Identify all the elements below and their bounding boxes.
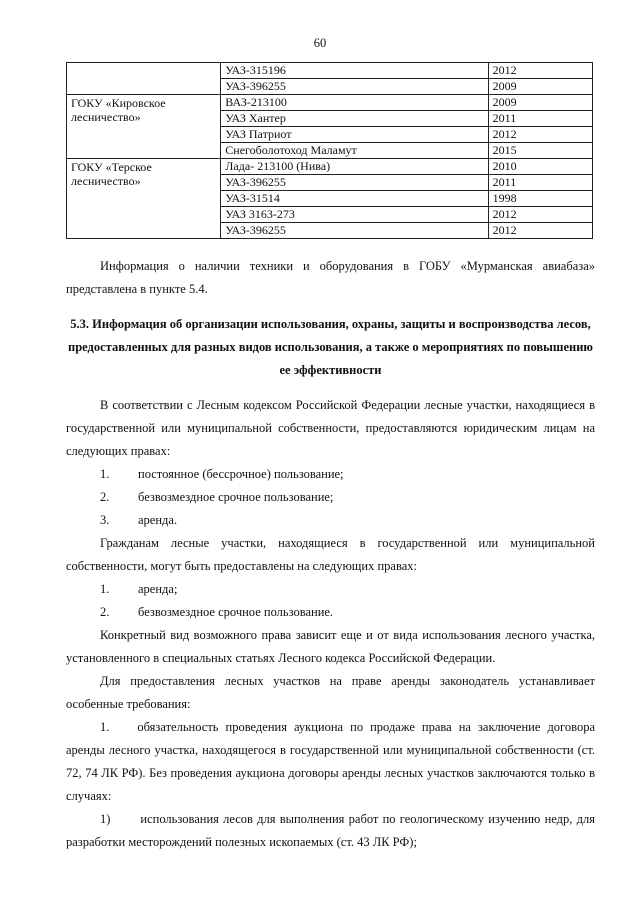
year-cell: 2009 [488,95,592,111]
org-cell: ГОКУ «Кировское лесничество» [67,95,221,159]
table-row [67,95,593,111]
year-cell: 2012 [488,63,592,79]
model-cell: УАЗ-396255 [221,223,488,239]
section-heading: 5.3. Информация об организации использования, охраны, защиты и воспроизводства лесов, предоставленных для разных видов использования, а также о мероприятиях по повышению ее эффективности [68,317,593,377]
model-cell: ВАЗ-213100 [221,95,488,111]
model-cell: УАЗ-396255 [221,175,488,191]
model-cell: УАЗ-396255 [221,79,488,95]
table-row [67,159,593,175]
model-cell: УАЗ Хантер [221,111,488,127]
list-item: 2. безвозмездное срочное пользование. [100,605,334,619]
model-cell: Снегоболотоход Маламут [221,143,488,159]
year-cell: 2012 [488,207,592,223]
requirement-subitem-1: 1) использования лесов для выполнения работ по геологическому изучению недр, для разработки месторождений полезных ископаемых (ст. 43 ЛК РФ); [66,812,595,849]
paragraph-right-type: Конкретный вид возможного права зависит еще и от вида использования лесного участка, установленного в специальных статьях Лесного кодекса Российской Федерации. [66,628,595,665]
year-cell: 2010 [488,159,592,175]
year-cell: 1998 [488,191,592,207]
model-cell: УАЗ 3163-273 [221,207,488,223]
paragraph-citizens: Гражданам лесные участки, находящиеся в государственной или муниципальной собственности, могут быть предоставлены на следующих правах: [66,536,595,573]
requirement-item-1: 1. обязательность проведения аукциона по продаже права на заключение договора аренды лесного участка, находящегося в государственной или муниципальной собственности (ст. 72, 74 ЛК РФ). Без проведения аукциона договоры аренды лесных участков заключаются только в случаях: [66,720,595,803]
year-cell: 2012 [488,127,592,143]
list-item: 2. безвозмездное срочное пользование; [100,490,334,504]
model-cell: УАЗ-31514 [221,191,488,207]
org-cell [67,63,221,95]
org-cell: ГОКУ «Терское лесничество» [67,159,221,239]
list-item: 1. аренда; [100,582,178,596]
info-paragraph: Информация о наличии техники и оборудования в ГОБУ «Мурманская авиабаза» представлена в пункте 5.4. [66,259,595,296]
page-number: 60 [313,36,327,50]
vehicles-table [66,62,593,239]
document-body [66,255,595,854]
year-cell: 2011 [488,175,592,191]
paragraph-lease-requirements: Для предоставления лесных участков на праве аренды законодатель устанавливает особенные требования: [66,674,595,711]
list-item: 1. постоянное (бессрочное) пользование; [100,467,344,481]
year-cell: 2011 [488,111,592,127]
year-cell: 2012 [488,223,592,239]
model-cell: УАЗ Патриот [221,127,488,143]
year-cell: 2009 [488,79,592,95]
year-cell: 2015 [488,143,592,159]
model-cell: УАЗ-315196 [221,63,488,79]
table-row [67,63,593,79]
model-cell: Лада- 213100 (Нива) [221,159,488,175]
list-item: 3. аренда. [100,513,178,527]
paragraph-legal-entities: В соответствии с Лесным кодексом Российской Федерации лесные участки, находящиеся в государственной или муниципальной собственности, предоставляются юридическим лицам на следующих правах: [66,398,595,458]
